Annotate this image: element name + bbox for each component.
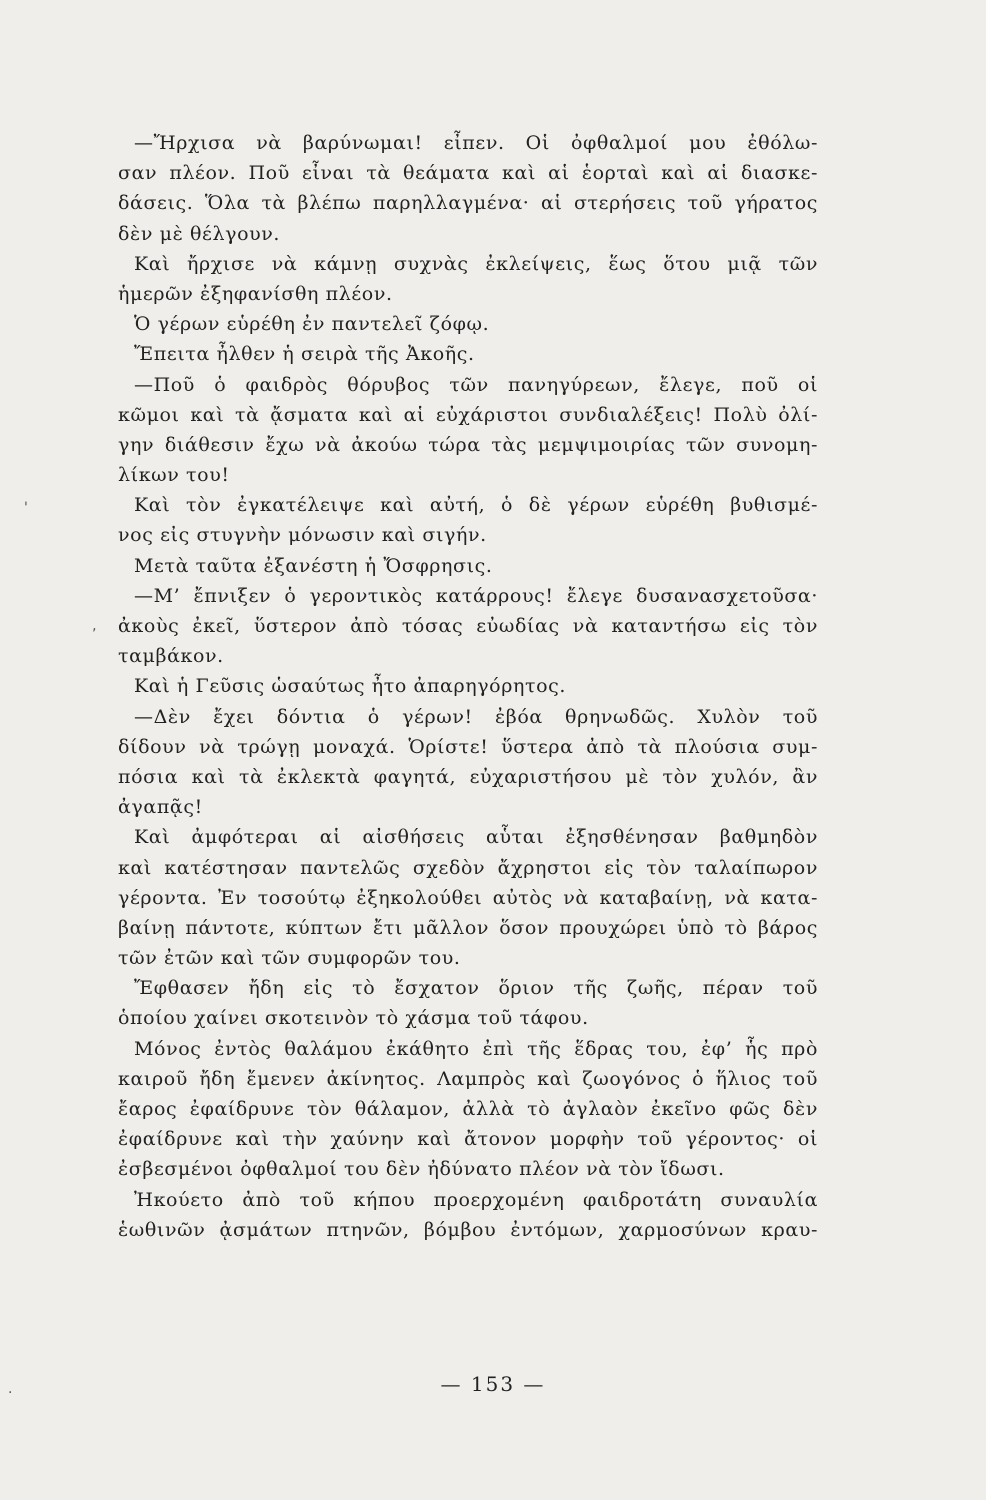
text-line: καιροῦ ἤδη ἔμενεν ἀκίνητος. Λαμπρὸς καὶ ζωογόνος ὁ ἥλιος τοῦ xyxy=(118,1067,818,1090)
margin-mark: ' xyxy=(24,500,28,516)
text-line: βαίνῃ πάντοτε, κύπτων ἔτι μᾶλλον ὅσον προυχώρει ὑπὸ τὸ βάρος xyxy=(118,916,818,939)
text-line: Καὶ τὸν ἐγκατέλειψε καὶ αὐτή, ὁ δὲ γέρων εὑρέθη βυθισμέ- xyxy=(134,494,818,517)
body-text xyxy=(118,128,818,1245)
text-line: καὶ κατέστησαν παντελῶς σχεδὸν ἄχρηστοι εἰς τὸν ταλαίπωρον xyxy=(118,856,818,879)
text-line: Ἔφθασεν ἤδη εἰς τὸ ἔσχατον ὅριον τῆς ζωῆς, πέραν τοῦ xyxy=(134,977,818,1000)
text-line: Ὁ γέρων εὑρέθη ἐν παντελεῖ ζόφῳ. xyxy=(134,313,490,336)
text-line: πόσια καὶ τὰ ἐκλεκτὰ φαγητά, εὐχαριστήσου μὲ τὸν χυλόν, ἂν xyxy=(118,765,818,788)
text-line: —Ποῦ ὁ φαιδρὸς θόρυβος τῶν πανηγύρεων, ἔλεγε, ποῦ οἱ xyxy=(134,373,818,396)
text-line: Ἠκούετο ἀπὸ τοῦ κήπου προερχομένη φαιδροτάτη συναυλία xyxy=(134,1188,818,1211)
page-number: — 153 — xyxy=(440,1372,546,1396)
text-line: —Μ’ ἔπνιξεν ὁ γεροντικὸς κατάρρους! ἔλεγε δυσανασχετοῦσα· xyxy=(134,584,818,607)
text-line: ἔαρος ἐφαίδρυνε τὸν θάλαμον, ἀλλὰ τὸ ἀγλαὸν ἐκεῖνο φῶς δὲν xyxy=(118,1098,818,1120)
text-line: γέροντα. Ἐν τοσούτῳ ἐξηκολούθει αὐτὸς νὰ καταβαίνῃ, νὰ κατα- xyxy=(118,886,818,909)
text-line: ἀκοὺς ἐκεῖ, ὕστερον ἀπὸ τόσας εὐωδίας νὰ καταντήσω εἰς τὸν xyxy=(118,615,818,637)
text-line: —Δὲν ἔχει δόντια ὁ γέρων! ἐβόα θρηνωδῶς. Χυλὸν τοῦ xyxy=(134,705,818,728)
text-line: Μόνος ἐντὸς θαλάμου ἐκάθητο ἐπὶ τῆς ἕδρας του, ἐφ’ ἧς πρὸ xyxy=(134,1037,818,1060)
text-line: ἑωθινῶν ᾀσμάτων πτηνῶν, βόμβου ἐντόμων, χαρμοσύνων κραυ- xyxy=(118,1218,818,1241)
text-line: τῶν ἐτῶν καὶ τῶν συμφορῶν του. xyxy=(118,947,461,970)
text-line: σαν πλέον. Ποῦ εἶναι τὰ θεάματα καὶ αἱ ἑορταὶ καὶ αἱ διασκε- xyxy=(118,162,818,185)
text-line: δίδουν νὰ τρώγῃ μοναχά. Ὁρίστε! ὕστερα ἀπὸ τὰ πλούσια συμ- xyxy=(118,735,818,758)
text-line: Καὶ ἡ Γεῦσις ὡσαύτως ἦτο ἀπαρηγόρητος. xyxy=(134,675,566,698)
text-line: ἡμερῶν ἐξηφανίσθη πλέον. xyxy=(118,282,393,305)
text-line: Ἔπειτα ἦλθεν ἡ σειρὰ τῆς Ἀκοῆς. xyxy=(134,343,475,366)
text-line: ἐσβεσμένοι ὀφθαλμοί του δὲν ἠδύνατο πλέον νὰ τὸν ἴδωσι. xyxy=(118,1158,725,1181)
text-line: Μετὰ ταῦτα ἐξανέστη ἡ Ὄσφρησις. xyxy=(134,554,493,577)
text-line: ἀγαπᾷς! xyxy=(118,796,203,819)
text-line: Καὶ ἤρχισε νὰ κάμνῃ συχνὰς ἐκλείψεις, ἕως ὅτου μιᾷ τῶν xyxy=(134,252,818,275)
text-line: ὁποίου χαίνει σκοτεινὸν τὸ χάσμα τοῦ τάφου. xyxy=(118,1007,589,1030)
text-line: λίκων του! xyxy=(118,464,230,487)
text-line: δὲν μὲ θέλγουν. xyxy=(118,222,281,245)
text-line: νος εἰς στυγνὴν μόνωσιν καὶ σιγήν. xyxy=(118,524,487,547)
text-line: ταμβάκον. xyxy=(118,645,224,668)
text-line: Καὶ ἀμφότεραι αἱ αἰσθήσεις αὗται ἐξησθένησαν βαθμηδὸν xyxy=(134,826,818,849)
text-line: γην διάθεσιν ἔχω νὰ ἀκούω τώρα τὰς μεμψιμοιρίας τῶν συνομη- xyxy=(118,433,818,456)
text-line: κῶμοι καὶ τὰ ᾄσματα καὶ αἱ εὐχάριστοι συνδιαλέξεις! Πολὺ ὀλί- xyxy=(118,403,818,426)
text-line: δάσεις. Ὅλα τὰ βλέπω παρηλλαγμένα· αἱ στερήσεις τοῦ γήρατος xyxy=(118,192,818,215)
text-line: ἐφαίδρυνε καὶ τὴν χαύνην καὶ ἄτονον μορφὴν τοῦ γέροντος· οἱ xyxy=(118,1128,818,1151)
text-line: —Ἤρχισα νὰ βαρύνωμαι! εἶπεν. Οἱ ὀφθαλμοί μου ἐθόλω- xyxy=(134,132,818,154)
margin-mark: ‚ xyxy=(92,618,97,634)
margin-mark: · xyxy=(8,1385,13,1401)
